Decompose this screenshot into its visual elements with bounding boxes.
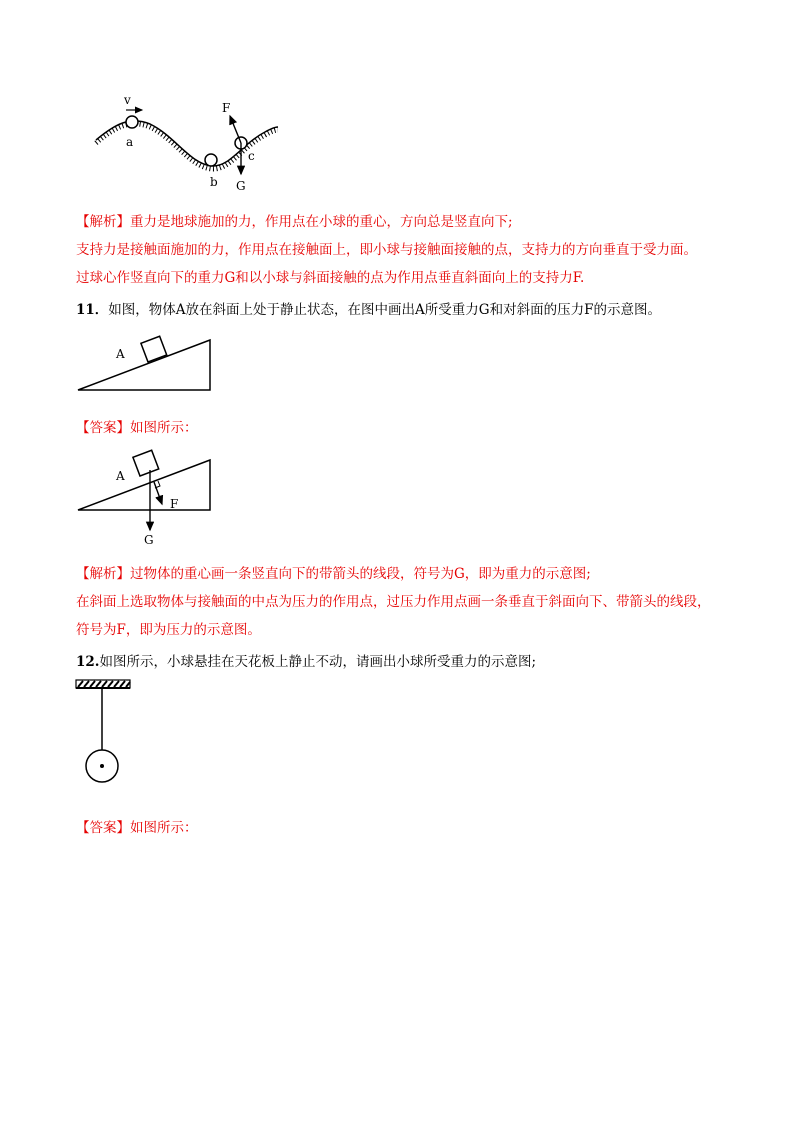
label-g: G bbox=[236, 179, 246, 193]
label-a: A bbox=[116, 469, 125, 483]
label-f: F bbox=[170, 497, 179, 511]
label-b: b bbox=[210, 175, 218, 189]
label-g: G bbox=[144, 533, 154, 547]
label-a: a bbox=[126, 135, 134, 149]
q10-analysis-line1: 【解析】重力是地球施加的力，作用点在小球的重心，方向总是竖直向下; bbox=[76, 214, 513, 230]
q11-analysis-line2: 在斜面上选取物体与接触面的中点为压力的作用点，过压力作用点画一条垂直于斜面向下、带箭头的线段， bbox=[76, 594, 711, 610]
block-a bbox=[133, 450, 159, 476]
incline-answer-figure bbox=[70, 448, 230, 548]
q12-answer: 【答案】如图所示： bbox=[76, 820, 198, 836]
wavy-track-figure bbox=[90, 94, 290, 194]
q11-number: 11． bbox=[76, 302, 109, 318]
pendulum-figure bbox=[74, 676, 134, 786]
label-c: c bbox=[248, 149, 255, 163]
q12-question: 12.如图所示，小球悬挂在天花板上静止不动，请画出小球所受重力的示意图; bbox=[76, 654, 537, 670]
ball-b bbox=[205, 154, 217, 166]
label-v: v bbox=[124, 94, 131, 107]
incline-figure bbox=[70, 330, 230, 400]
ball-a bbox=[126, 116, 138, 128]
q11-answer: 【答案】如图所示： bbox=[76, 420, 198, 436]
q10-analysis-line2: 支持力是接触面施加的力，作用点在接触面上，即小球与接触面接触的点，支持力的方向垂直于受力面。 bbox=[76, 242, 697, 258]
analysis-tag: 【解析】 bbox=[76, 214, 130, 230]
q11-analysis-line1: 【解析】过物体的重心画一条竖直向下的带箭头的线段，符号为G，即为重力的示意图; bbox=[76, 566, 591, 582]
q12-number: 12. bbox=[76, 654, 100, 670]
q10-analysis-line3: 过球心作竖直向下的重力G和以小球与斜面接触的点为作用点垂直斜面向上的支持力F. bbox=[76, 270, 585, 286]
label-a: A bbox=[116, 347, 125, 361]
q11-question: 11．如图，物体A放在斜面上处于静止状态，在图中画出A所受重力G和对斜面的压力F的示意图。 bbox=[76, 302, 661, 318]
q11-analysis-line3: 符号为F，即为压力的示意图。 bbox=[76, 622, 261, 638]
label-f: F bbox=[222, 101, 231, 115]
